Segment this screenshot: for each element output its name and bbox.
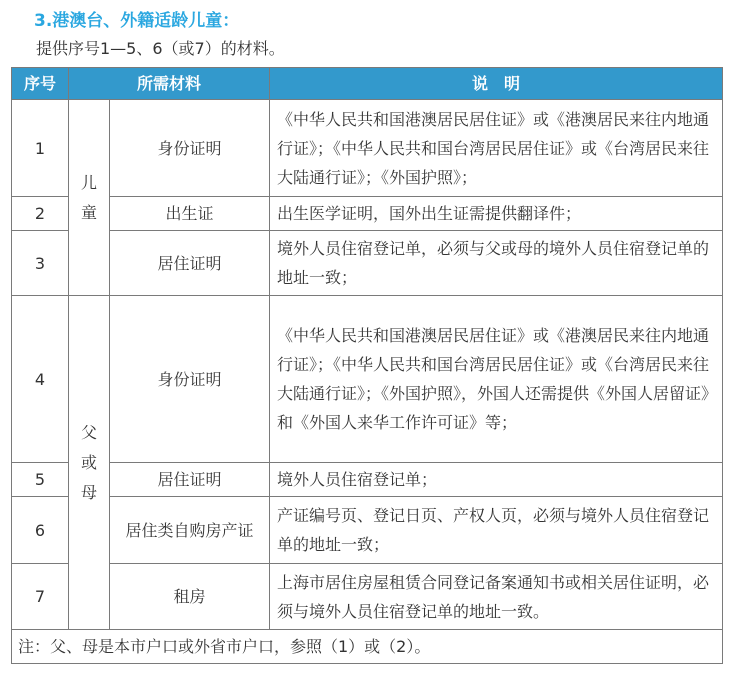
- row-index: 3: [12, 231, 69, 296]
- row-description: 上海市居住房屋租赁合同登记备案通知书或相关居住证明，必须与境外人员住宿登记单的地址一致。: [270, 564, 723, 630]
- row-material: 出生证: [110, 197, 270, 231]
- table-row: [12, 463, 723, 497]
- section-heading: 3.港澳台、外籍适龄儿童：: [34, 11, 240, 31]
- row-material: 居住证明: [110, 231, 270, 296]
- row-index: 6: [12, 497, 69, 564]
- note-row: [12, 630, 723, 664]
- header-materials: 所需材料: [69, 68, 270, 100]
- header-description: 说 明: [270, 68, 723, 100]
- row-index: 4: [12, 296, 69, 463]
- table-row: [12, 231, 723, 296]
- group-child: [69, 100, 110, 296]
- row-description: 出生医学证明，国外出生证需提供翻译件；: [270, 197, 723, 231]
- row-description: 《中华人民共和国港澳居民居住证》或《港澳居民来往内地通行证》；《中华人民共和国台湾居民居住证》或《台湾居民来往大陆通行证》；《外国护照》；: [270, 100, 723, 197]
- row-index: 1: [12, 100, 69, 197]
- row-index: 2: [12, 197, 69, 231]
- table-row: [12, 564, 723, 630]
- row-material: 居住证明: [110, 463, 270, 497]
- row-material: 居住类自购房产证: [110, 497, 270, 564]
- row-material: 租房: [110, 564, 270, 630]
- group-parent: [69, 296, 110, 630]
- row-index: 5: [12, 463, 69, 497]
- table-row: [12, 197, 723, 231]
- table-note: 注：父、母是本市户口或外省市户口，参照（1）或（2）。: [12, 630, 723, 664]
- table-header-row: [12, 68, 723, 100]
- row-description: 境外人员住宿登记单；: [270, 463, 723, 497]
- materials-table: [11, 67, 723, 664]
- row-description: 《中华人民共和国港澳居民居住证》或《港澳居民来往内地通行证》；《中华人民共和国台湾居民居住证》或《台湾居民来往大陆通行证》；《外国护照》，外国人还需提供《外国人居留证》和《外国人来华工作许可证》等；: [270, 296, 723, 463]
- table-row: [12, 296, 723, 463]
- header-index: 序号: [12, 68, 69, 100]
- row-material: 身份证明: [110, 296, 270, 463]
- table-row: [12, 100, 723, 197]
- group-child-label: 儿童: [80, 172, 97, 222]
- group-parent-label: 父或母: [80, 422, 97, 502]
- row-description: 产证编号页、登记日页、产权人页，必须与境外人员住宿登记单的地址一致；: [270, 497, 723, 564]
- row-material: 身份证明: [110, 100, 270, 197]
- row-description: 境外人员住宿登记单，必须与父或母的境外人员住宿登记单的地址一致；: [270, 231, 723, 296]
- table-row: [12, 497, 723, 564]
- row-index: 7: [12, 564, 69, 630]
- section-subtitle: 提供序号1—5、6（或7）的材料。: [36, 39, 285, 58]
